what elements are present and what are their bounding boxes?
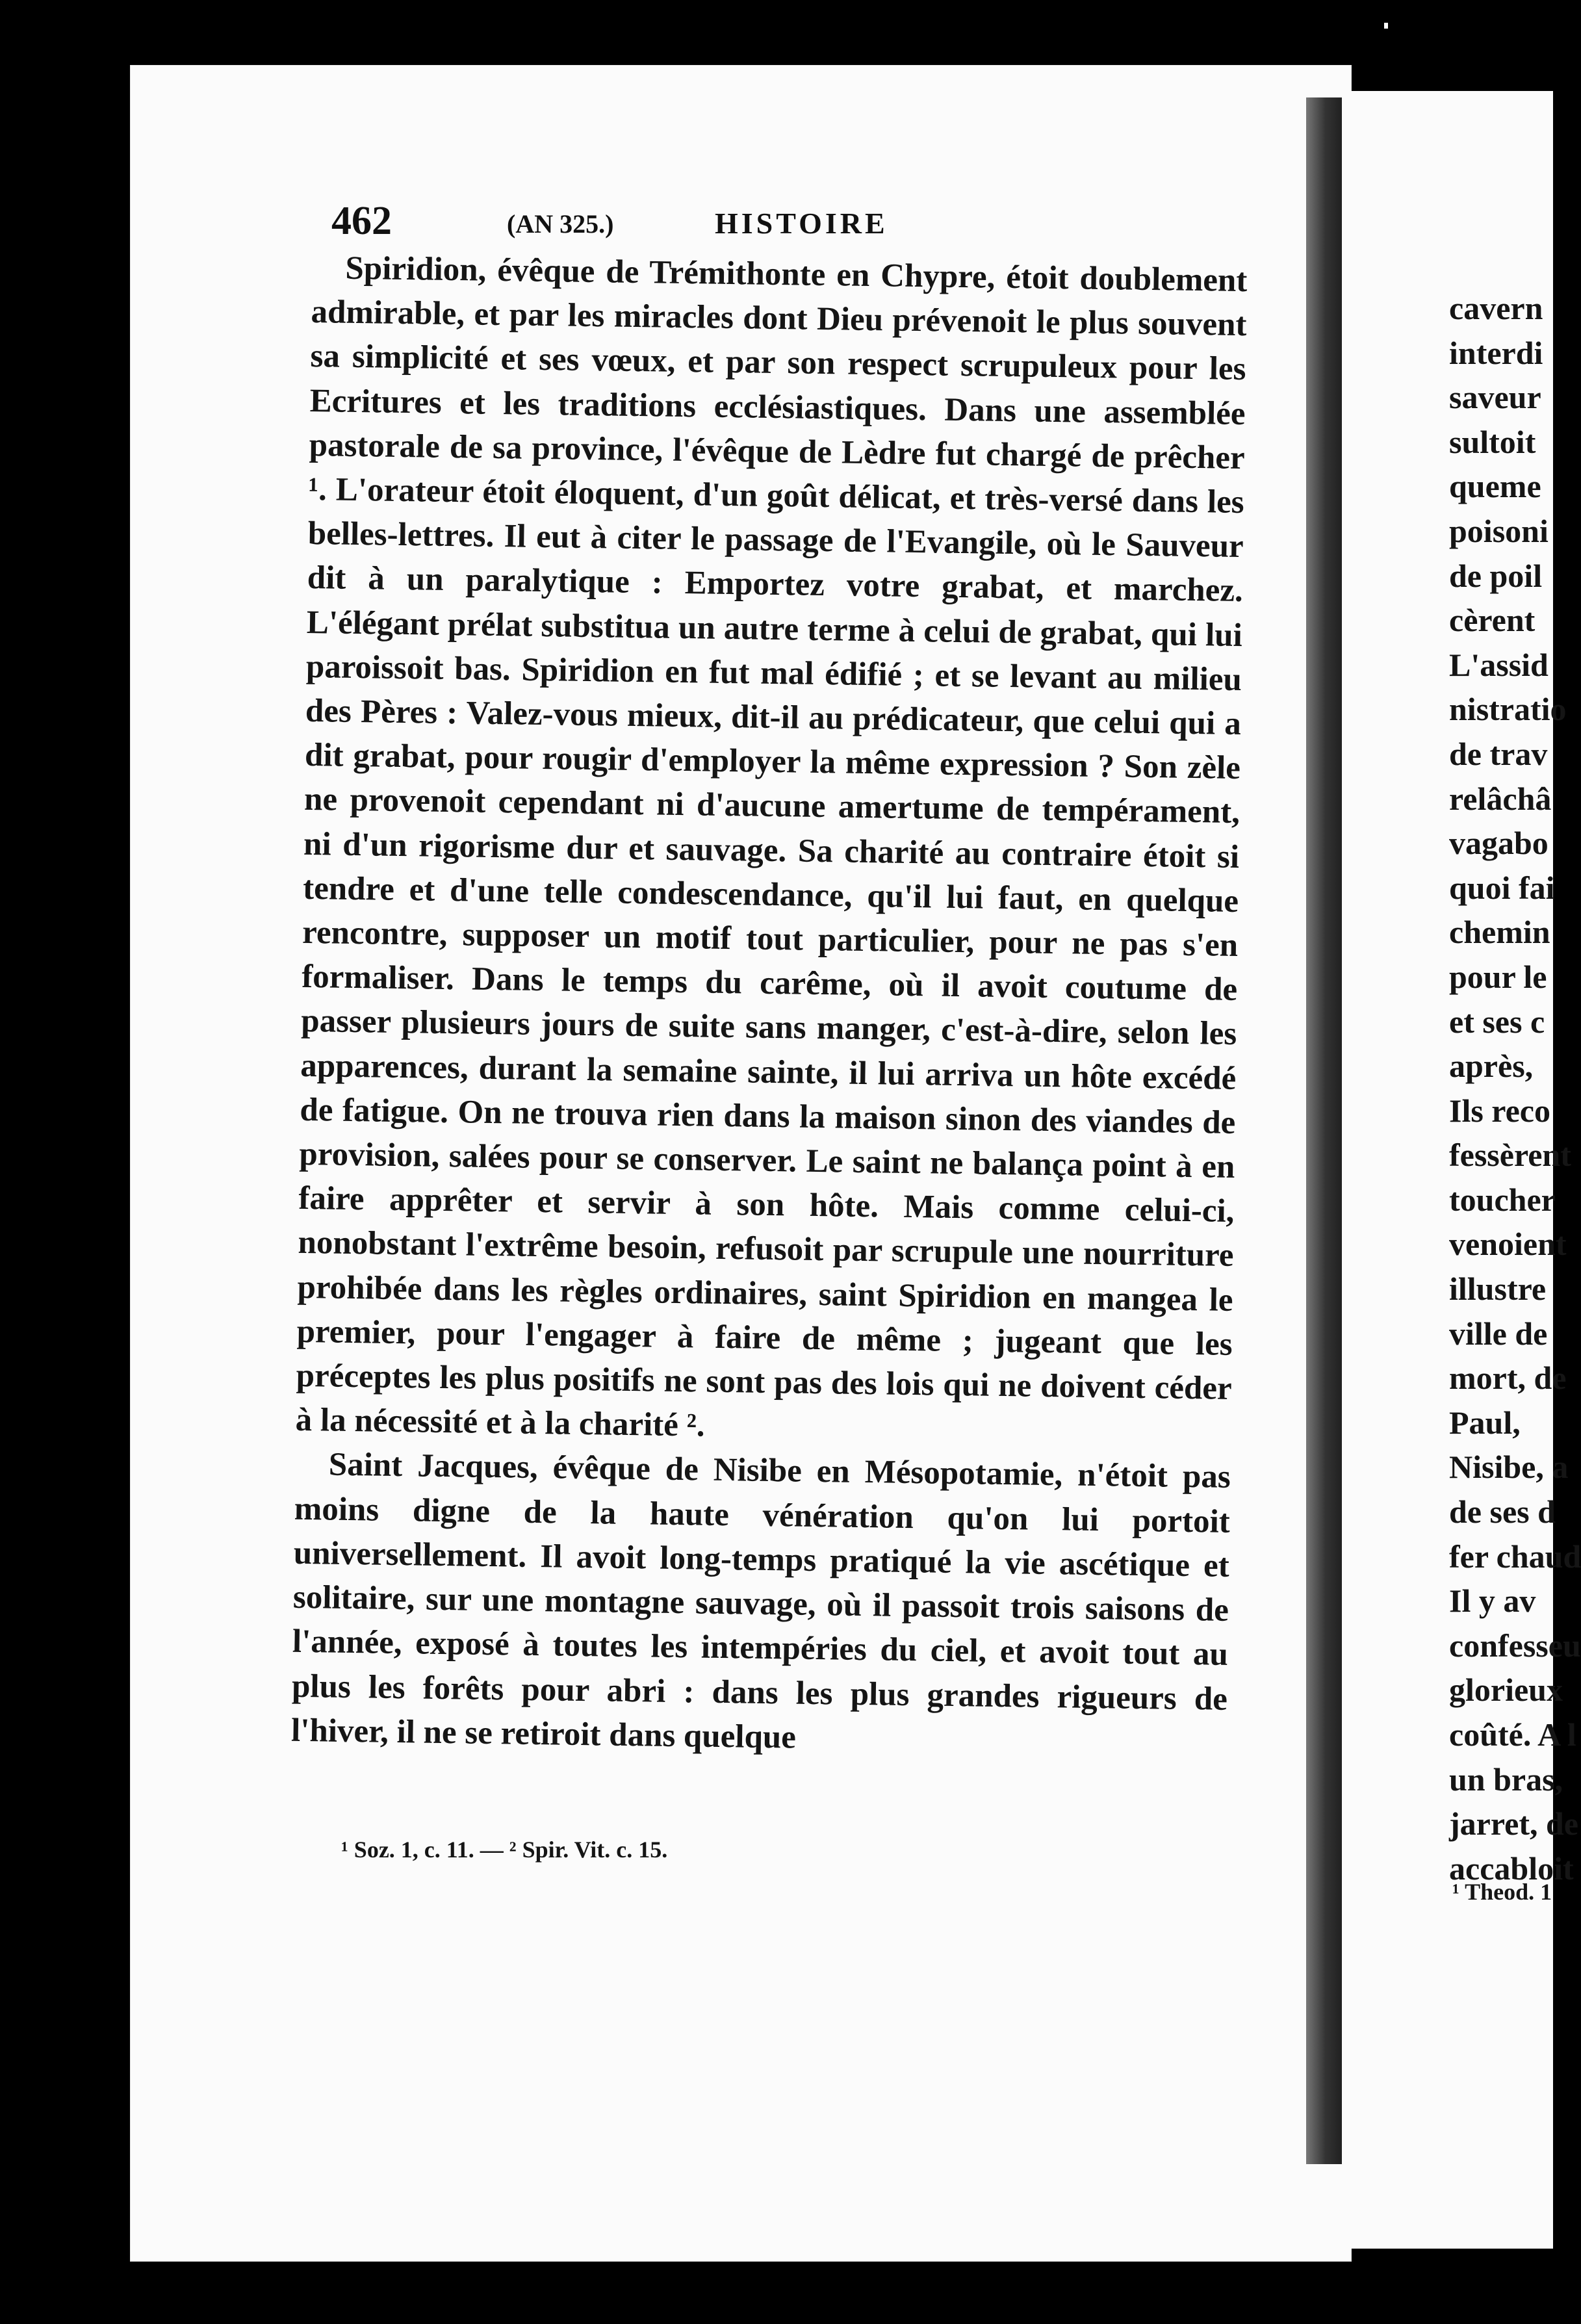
- right-line: venoient: [1449, 1226, 1567, 1263]
- right-line: jarret, de: [1449, 1805, 1578, 1842]
- right-line: ville de: [1449, 1315, 1548, 1352]
- right-line: fessèrent: [1449, 1137, 1571, 1174]
- page-number: 462: [331, 199, 392, 243]
- right-line: illustre: [1449, 1271, 1547, 1308]
- right-line: de ses d: [1449, 1493, 1556, 1530]
- right-line: cèrent: [1449, 602, 1536, 639]
- right-line: Il y av: [1449, 1582, 1536, 1620]
- right-line: après,: [1449, 1048, 1534, 1085]
- right-line: de poil: [1449, 557, 1543, 594]
- footnotes: ¹ Soz. 1, c. 11. — ² Spir. Vit. c. 15.: [341, 1837, 668, 1863]
- right-line: queme: [1449, 468, 1541, 505]
- right-line: vagabo: [1449, 825, 1549, 862]
- right-line: poisoni: [1449, 512, 1549, 549]
- right-line: mort, de: [1449, 1360, 1567, 1397]
- right-line: confesseu: [1449, 1627, 1581, 1664]
- paragraph-spiridion: Spiridion, évêque de Trémithonte en Chypre, étoit doublement admirable, et par les miracles dont Dieu prévenoit le plus souvent sa simplicité et ses vœux, et par son respect scrupuleux pour les Ecritures et les traditions ecclésiastiques. Dans une assemblée pastorale de sa province, l'évêque de Lèdre fut chargé de prêcher ¹. L'orateur étoit éloquent, d'un goût délicat, et très-versé dans les belles-lettres. Il eut à citer le passage de l'Evangile, où le Sauveur dit à un paralytique : Emportez votre grabat, et marchez. L'élégant prélat substitua un autre terme à celui de grabat, qui lui paroissoit bas. Spiridion en fut mal édifié ; et se levant au milieu des Pères : Valez-vous mieux, dit-il au prédicateur, que celui qui a dit grabat, pour rougir d'employer la même expression ? Son zèle ne provenoit cependant ni d'aucune amertume de tempérament, ni d'un rigorisme dur et sauvage. Sa charité au contraire étoit si tendre et d'une telle condescendance, qu'il lui faut, en quelque rencontre, supposer un motif tout particulier, pour ne pas s'en formaliser. Dans le temps du carême, où il avoit coutume de passer plusieurs jours de suite sans manger, c'est-à-dire, selon les apparences, durant la semaine sainte, il lui arriva un hôte excédé de fatigue. On ne trouva rien dans la maison sinon des viandes de provision, salées pour se conserver. Le saint ne balança point à en faire apprêter et servir à son hôte. Mais comme celui-ci, nonobstant l'extrême besoin, refusoit par scrupule une nourriture prohibée dans les règles ordinaires, saint Spiridion en mangea le premier, pour l'engager à faire de même ; jugeant que les préceptes les plus positifs ne sont pas des lois qui ne doivent céder à la nécessité et à la charité ².: [295, 250, 1248, 1444]
- right-line: et ses c: [1449, 1003, 1545, 1040]
- right-line: sultoit: [1449, 423, 1536, 460]
- body-text: [291, 246, 1248, 1766]
- right-line: chemin: [1449, 914, 1550, 951]
- right-line: glorieux: [1449, 1672, 1563, 1709]
- right-line: fer chaud: [1449, 1538, 1581, 1575]
- right-line: interdi: [1449, 334, 1543, 371]
- right-page-text: [1449, 286, 1581, 1891]
- scan-speck: [1384, 23, 1388, 29]
- right-line: coûté. A l: [1449, 1716, 1576, 1753]
- right-line: relâchâ: [1449, 780, 1552, 817]
- right-line: Nisibe, a: [1449, 1449, 1569, 1486]
- right-line: de trav: [1449, 735, 1548, 772]
- right-line: toucher: [1449, 1181, 1556, 1218]
- running-title: HISTOIRE: [715, 207, 888, 240]
- right-line: accabloit: [1449, 1850, 1574, 1887]
- right-line: cavern: [1449, 290, 1543, 326]
- right-line: un bras,: [1449, 1761, 1563, 1798]
- right-line: Ils reco: [1449, 1092, 1550, 1129]
- right-line: Paul,: [1449, 1404, 1521, 1441]
- running-year: (AN 325.): [507, 209, 614, 239]
- right-line: saveur: [1449, 379, 1541, 416]
- right-line: L'assid: [1449, 646, 1549, 683]
- paragraph-jacques: Saint Jacques, évêque de Nisibe en Mésopotamie, n'étoit pas moins digne de la haute vénération qu'on lui portoit universellement. Il avoit long-temps pratiqué la vie ascétique et solitaire, sur une montagne sauvage, où il passoit trois saisons de l'année, exposé à toutes les intempéries du ciel, et avoit tout au plus les forêts pour abri : dans les plus grandes rigueurs de l'hiver, il ne se retiroit dans quelque: [290, 1447, 1231, 1756]
- right-line: pour le: [1449, 958, 1547, 995]
- right-footnote: ¹ Theod. 1: [1452, 1879, 1552, 1905]
- right-line: quoi fai: [1449, 869, 1555, 906]
- right-line: nistratio: [1449, 691, 1567, 728]
